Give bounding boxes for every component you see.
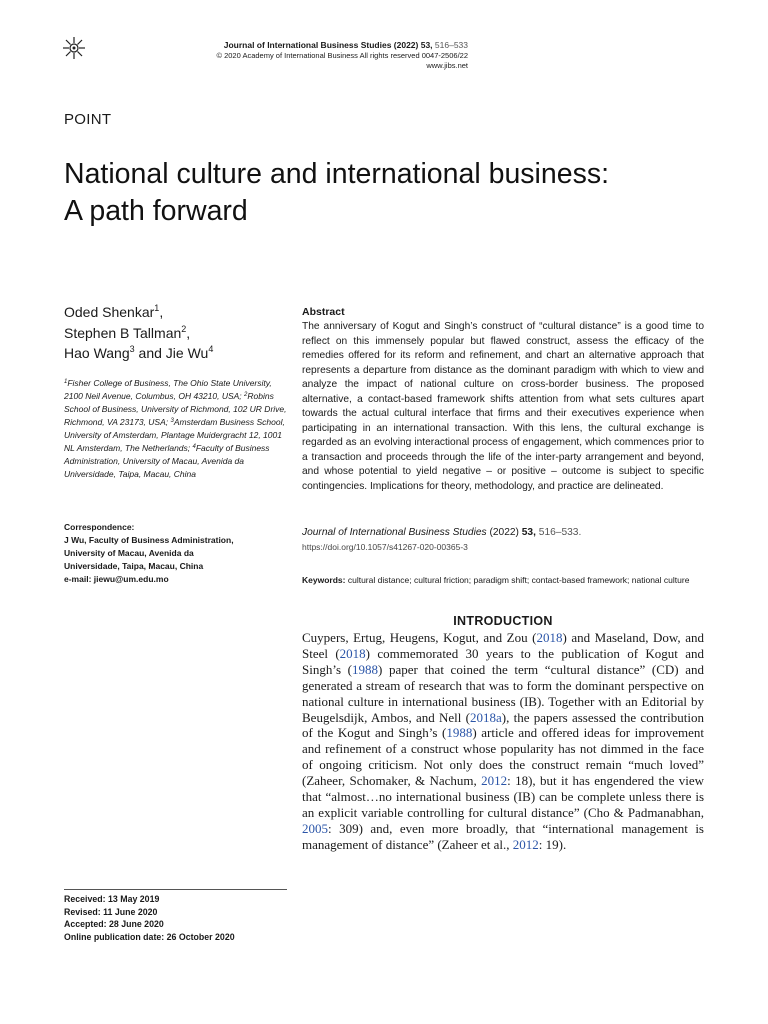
citation-year-link[interactable]: 2018: [536, 630, 563, 645]
journal-website-link[interactable]: www.jibs.net: [426, 61, 468, 70]
accepted-date: Accepted: 28 June 2020: [64, 919, 164, 930]
author-sup: 1: [154, 303, 160, 313]
affiliation-text: Robins School of Business, University of Richmond, 102 UR Drive, Richmond, VA 23173, USA;: [64, 391, 287, 427]
revised-date: Revised: 11 June 2020: [64, 906, 158, 917]
introduction-heading: INTRODUCTION: [453, 614, 553, 628]
author-line: [64, 343, 294, 364]
author-name[interactable]: Stephen B Tallman: [64, 324, 182, 341]
author-name[interactable]: Oded Shenkar: [64, 304, 155, 320]
introduction-text: [302, 630, 704, 853]
author-line: [64, 302, 294, 323]
correspondence-email-link[interactable]: e-mail: jiewu@um.edu.mo: [64, 574, 169, 584]
journal-prefix: Journal of International Business Studies (2022) 53,: [223, 40, 433, 50]
publication-dates: [64, 893, 292, 943]
affiliations: [64, 377, 292, 481]
copyright-line: © 2020 Academy of International Business All rights reserved 0047-2506/22: [216, 50, 468, 60]
citation-journal: Journal of International Business Studies: [302, 527, 487, 538]
article-type: POINT: [64, 111, 112, 128]
author-name[interactable]: Jie Wu: [165, 345, 209, 361]
journal-pages: 516–533: [434, 40, 468, 50]
citation-year: (2022): [489, 527, 519, 538]
abstract-text: The anniversary of Kogut and Singh’s construct of “cultural distance” is a good time to reflect on this immensely popular but flawed construct, assess the efficacy of the remedies offered for its reform and refinement, and chart an alternative approach that represents a departure from distance as the dominant paradigm with which to view and analyze the impact of national culture on cross-border business. The proposed alternative, a contact-based framework shifts attention from what sets cultures apart towards the actual cultural interface that firms and their executives experience when participating in an international transaction. With this lens, the cultural exchange is regarded as an evolving interactional process of engagement, which commences prior to a transaction and proceeds through the life of the inter-party arrangement and beyond, and whose potential to yield negative – or positive – outcome is subject to specific contingencies. Implications for theory, methodology, and practice are delineated.: [302, 321, 704, 492]
citation-year-link[interactable]: 2012: [512, 836, 539, 852]
affiliation-sup: 4: [192, 444, 196, 450]
author-sep: ,: [159, 304, 164, 320]
citation-year-link[interactable]: 1988: [351, 661, 378, 677]
intro-text-segment: : 309) and, even more broadly, that “international management is management of distance” (Zaheer et al.,: [302, 820, 704, 852]
author-sep: ,: [186, 324, 191, 341]
citation-pages: 516–533.: [538, 527, 582, 538]
intro-text-segment: : 19).: [538, 836, 567, 852]
keywords-label: Keywords:: [302, 575, 346, 585]
intro-text-segment: : 18), but it has engendered the view that “almost…no international business (IB) can be complete unless there is an explicit variable controlling for cultural distance” (Cho & Padmanabhan,: [302, 773, 704, 820]
intro-text-segment: ) commemorated 30 years to the publication of Kogut and Singh’s (: [302, 645, 704, 677]
received-date: Received: 13 May 2019: [64, 894, 160, 904]
title-line-1: National culture and international business:: [64, 158, 610, 190]
keywords: [302, 574, 704, 586]
affiliation-sup: 2: [244, 392, 248, 398]
article-title: [64, 156, 724, 230]
abstract-citation: [302, 526, 704, 541]
intro-text-segment: Cuypers, Ertug, Heugens, Kogut, and Zou (: [302, 630, 537, 645]
citation-volume: 53,: [521, 527, 536, 538]
affiliation-text: Faculty of Business Administration, University of Macau, Avenida da Universidade, Taipa, Macau, China: [64, 443, 270, 479]
author-sup: 2: [181, 323, 187, 334]
abstract-heading: Abstract: [302, 306, 345, 318]
intro-text-segment: ) article and offered ideas for improvement and refinement of a construct whose popularity has not dimmed in the face of ongoing criticism. Not only does the construct remain “much loved” (Zaheer, Schomaker, & Nachum,: [302, 725, 704, 789]
author-line: [64, 323, 294, 344]
intro-text-segment: ) paper that coined the term “cultural distance” (CD) and generated a stream of research that was to form the dominant perspective on national culture in international business (IB). Together with an Editorial by Beugelsdijk, Ambos, and Nell (: [302, 661, 705, 725]
title-line-2: A path forward: [64, 195, 248, 227]
author-sep: and: [134, 345, 166, 361]
online-date: Online publication date: 26 October 2020: [64, 931, 235, 942]
journal-header: [150, 40, 468, 72]
citation-year-link[interactable]: 1988: [446, 725, 473, 741]
intro-text-segment: ) and Maseland, Dow, and Steel (: [302, 630, 704, 661]
intro-text-segment: ), the papers assessed the contribution of the Kogut and Singh’s (: [302, 709, 704, 741]
citation-year-link[interactable]: 2018a: [470, 709, 502, 725]
citation-year-link[interactable]: 2018: [339, 645, 366, 661]
keywords-text: cultural distance; cultural friction; paradigm shift; contact-based framework; national culture: [347, 575, 690, 585]
citation-year-link[interactable]: 2005: [302, 820, 328, 836]
journal-line: [150, 40, 468, 51]
affiliation-sup: 1: [64, 379, 68, 385]
dates-divider: [64, 889, 287, 890]
author-sup: 4: [208, 344, 214, 354]
affiliation-sup: 3: [170, 418, 174, 424]
author-name[interactable]: Hao Wang: [64, 345, 130, 361]
doi-link[interactable]: https://doi.org/10.1057/s41267-020-00365-3: [302, 542, 468, 552]
correspondence: [64, 521, 292, 586]
affiliation-text: Fisher College of Business, The Ohio State University, 2100 Neil Avenue, Columbus, OH 43210, USA;: [64, 378, 272, 401]
author-sup: 3: [129, 344, 135, 354]
correspondence-label: Correspondence:: [64, 522, 135, 532]
correspondence-line: University of Macau, Avenida da: [64, 548, 194, 558]
publisher-logo-icon: [62, 36, 86, 60]
author-list: [64, 302, 294, 364]
affiliation-text: Amsterdam Business School, University of Amsterdam, Plantage Muidergracht 12, 1001 NL Amsterdam, The Netherlands;: [64, 417, 285, 453]
citation-year-link[interactable]: 2012: [481, 773, 508, 789]
correspondence-line: Universidade, Taipa, Macau, China: [64, 561, 204, 571]
correspondence-line: J Wu, Faculty of Business Administration,: [64, 535, 234, 545]
